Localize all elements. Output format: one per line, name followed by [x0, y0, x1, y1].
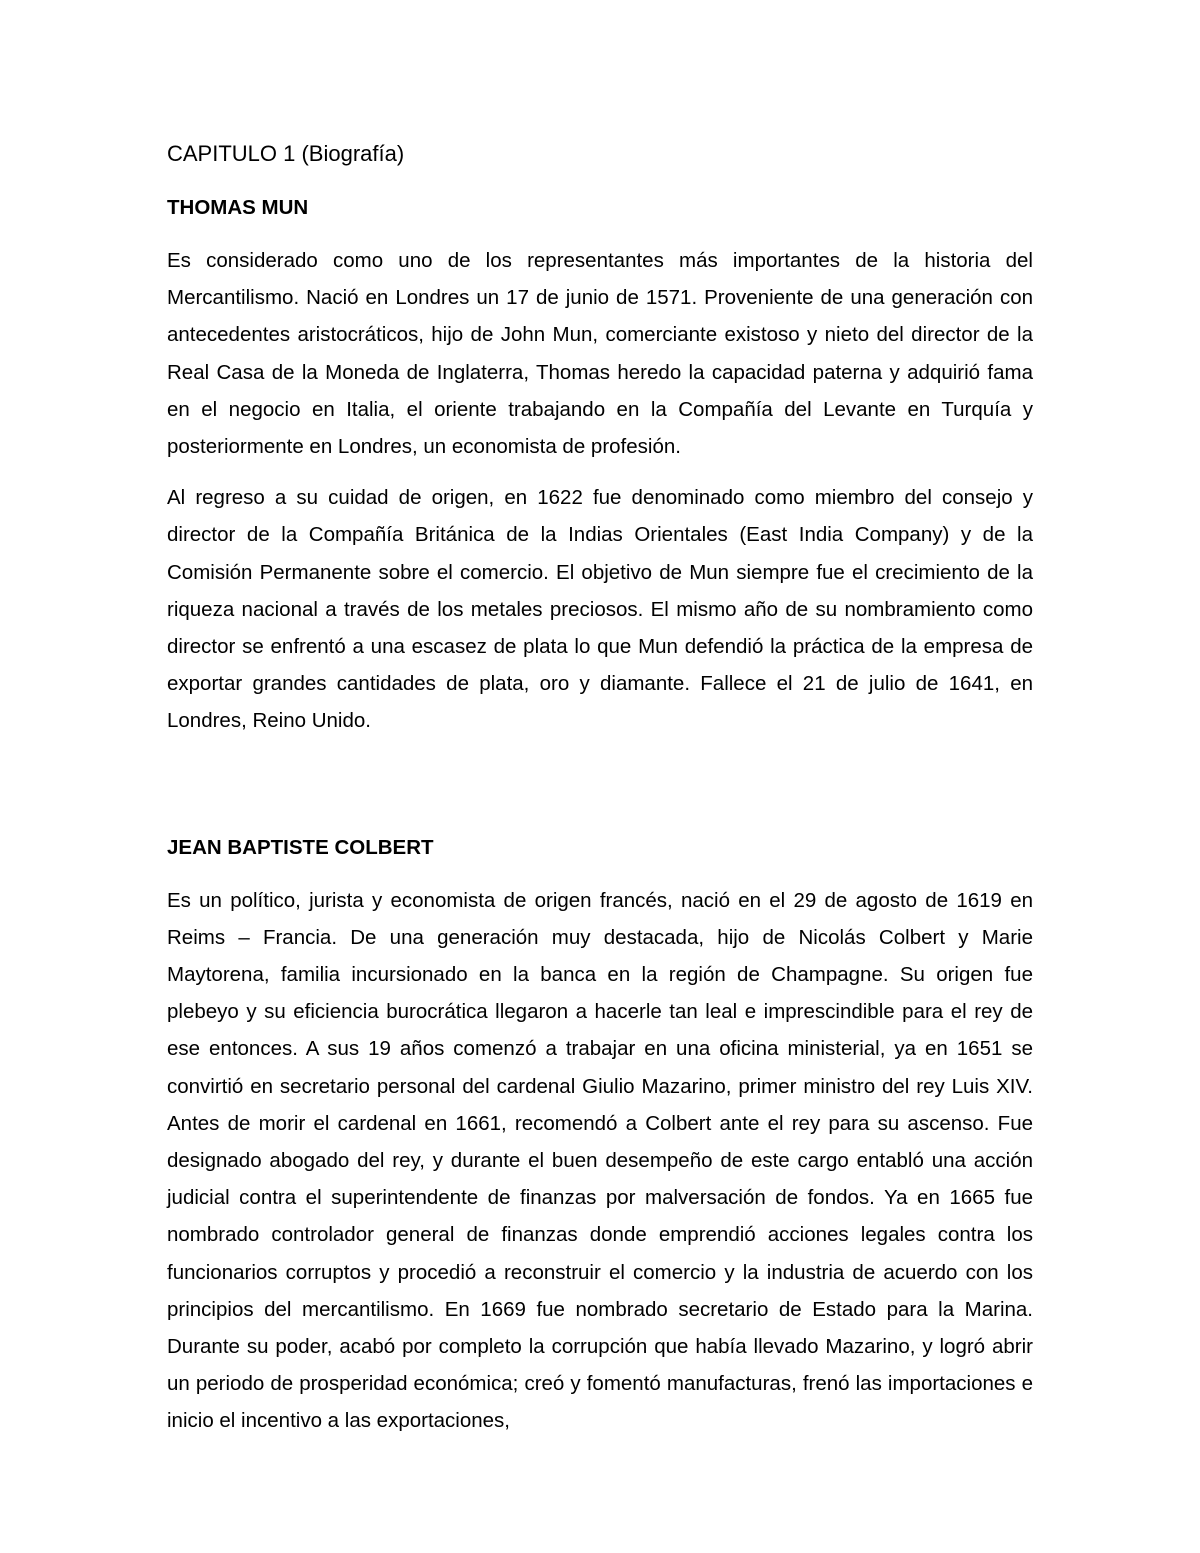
paragraph: Es considerado como uno de los representantes más importantes de la historia del Mercantilismo. Nació en Londres un 17 de junio de 1571. Proveniente de una generación con antecedentes aristocráticos, hijo de John Mun, comerciante existoso y nieto del director de la Real Casa de la Moneda de Inglaterra, Thomas heredo la capacidad paterna y adquirió fama en el negocio en Italia, el oriente trabajando en la Compañía del Levante en Turquía y posteriormente en Londres, un economista de profesión. — [167, 249, 1033, 459]
section-thomas-mun — [167, 190, 1033, 740]
paragraph: Al regreso a su cuidad de origen, en 1622 fue denominado como miembro del consejo y director de la Compañía Británica de la Indias Orientales (East India Company) y de la Comisión Permanente sobre el comercio. El objetivo de Mun siempre fue el crecimiento de la riqueza nacional a través de los metales preciosos. El mismo año de su nombramiento como director se enfrentó a una escasez de plata lo que Mun defendió la práctica de la empresa de exportar grandes cantidades de plata, oro y diamante. Fallece el 21 de julio de 1641, en Londres, Reino Unido. — [167, 486, 1033, 733]
section-heading: JEAN BAPTISTE COLBERT — [167, 835, 434, 859]
chapter-title: CAPITULO 1 (Biografía) — [167, 141, 405, 166]
section-jean-baptiste-colbert — [167, 830, 1033, 1440]
document-body — [167, 136, 1033, 1440]
paragraph: Es un político, jurista y economista de origen francés, nació en el 29 de agosto de 1619 en Reims – Francia. De una generación muy destacada, hijo de Nicolás Colbert y Marie Maytorena, familia incursionado en la banca en la región de Champagne. Su origen fue plebeyo y su eficiencia burocrática llegaron a hacerle tan leal e imprescindible para el rey de ese entonces. A sus 19 años comenzó a trabajar en una oficina ministerial, ya en 1651 se convirtió en secretario personal del cardenal Giulio Mazarino, primer ministro del rey Luis XIV. Antes de morir el cardenal en 1661, recomendó a Colbert ante el rey para su ascenso. Fue designado abogado del rey, y durante el buen desempeño de este cargo entabló una acción judicial contra el superintendente de finanzas por malversación de fondos. Ya en 1665 fue nombrado controlador general de finanzas donde emprendió acciones legales contra los funcionarios corruptos y procedió a reconstruir el comercio y la industria de acuerdo con los principios del mercantilismo. En 1669 fue nombrado secretario de Estado para la Marina. Durante su poder, acabó por completo la corrupción que había llevado Mazarino, y logró abrir un periodo de prosperidad económica; creó y fomentó manufacturas, frenó las importaciones e inicio el incentivo a las exportaciones, — [167, 888, 1033, 1433]
section-heading: THOMAS MUN — [167, 196, 309, 219]
